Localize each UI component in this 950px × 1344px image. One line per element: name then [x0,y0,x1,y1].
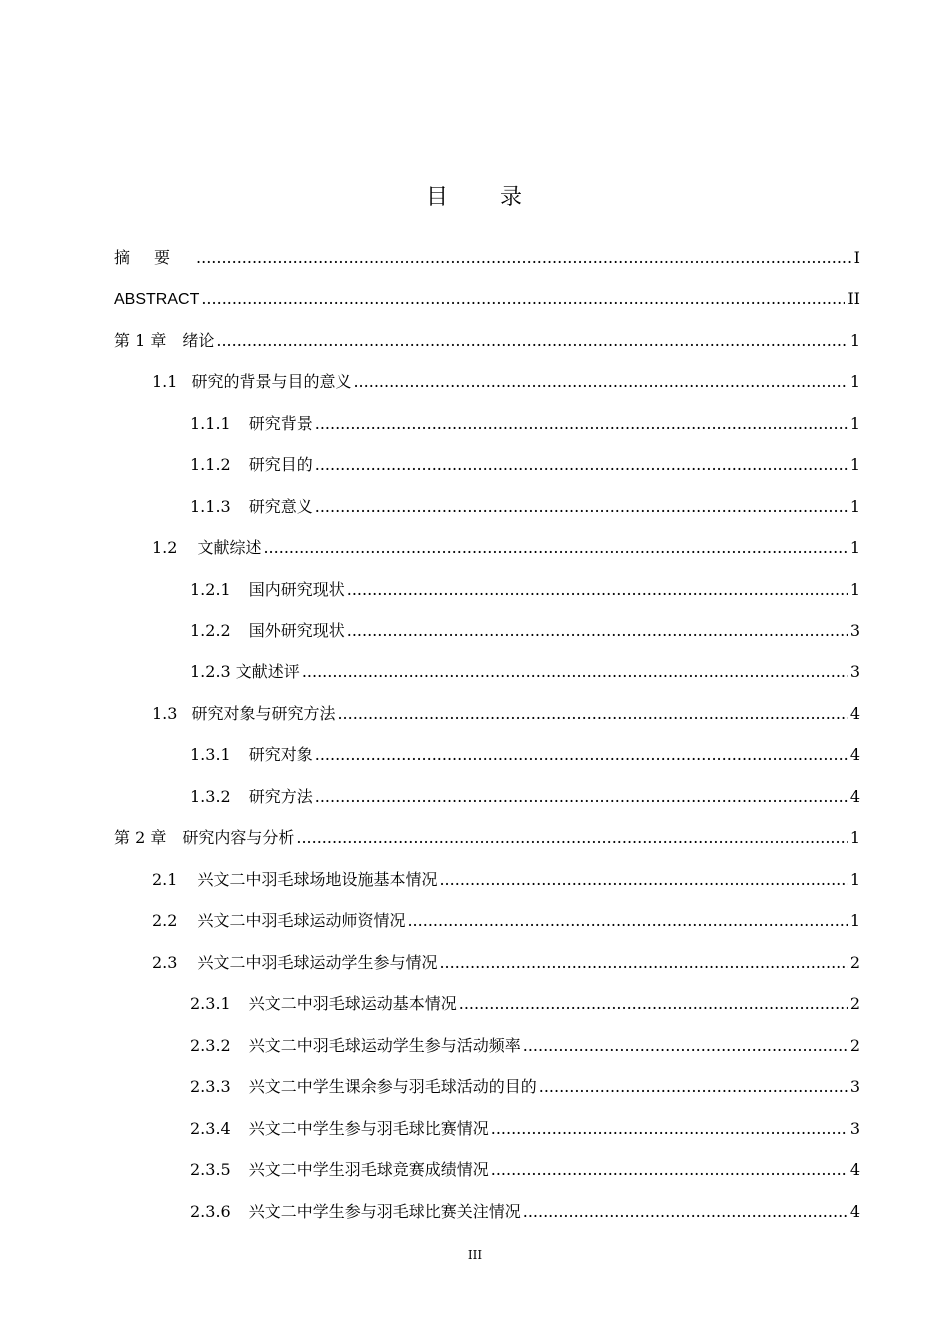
toc-entry-label: 研究背景 [248,414,313,433]
toc-entry-number: 1.1.1 [190,414,231,433]
toc-entry-label: 研究意义 [248,497,313,516]
page-title [0,180,950,211]
title-char-2: 录 [500,185,525,210]
toc-entry-number: 1.1 [152,372,178,391]
toc-entry-label: 研究目的 [248,455,313,474]
toc-entry-label: 文献综述 [197,538,262,557]
toc-entry-label: 研究内容与分析 [182,828,295,847]
toc-entry-label: 绪论 [182,331,215,350]
toc-entry-page: II [847,289,860,308]
toc-dot-leader [347,611,848,651]
toc-dot-leader [459,984,848,1024]
toc-entry-page: 2 [849,1036,860,1055]
toc-entry-2-1[interactable] [152,860,860,900]
toc-entry-page: 4 [849,1202,860,1221]
toc-entry-page: 1 [849,828,860,847]
toc-entry-page: 1 [849,538,860,557]
toc-dot-leader [315,735,848,775]
toc-entry-page: 3 [849,1119,860,1138]
toc-entry-page: 4 [849,704,860,723]
toc-dot-leader [439,860,847,900]
toc-entry-1-3-1[interactable] [190,735,860,775]
page-number-footer: III [467,1248,483,1262]
toc-entry-number: 1.1.2 [190,455,231,474]
toc-dot-leader [347,570,848,610]
toc-entry-1-2[interactable] [152,528,860,568]
toc-entry-label: 兴文二中学生参与羽毛球比赛情况 [248,1119,489,1138]
toc-dot-leader [315,404,848,444]
toc-entry-label: 1.2.3 文献述评 [190,662,300,681]
toc-entry-label: 兴文二中学生参与羽毛球比赛关注情况 [248,1202,521,1221]
toc-entry-label: 研究对象与研究方法 [191,704,336,723]
toc-entry-2-2[interactable] [152,901,860,941]
toc-entry-number: 1.2.1 [190,580,231,599]
toc-entry-page: 1 [849,870,860,889]
toc-entry-number: 2.3 [152,953,178,972]
toc-entry-number: 2.1 [152,870,178,889]
toc-dot-leader [491,1150,848,1190]
toc-entry-page: 4 [849,745,860,764]
toc-entry-label: 国内研究现状 [248,580,345,599]
toc-entry-2-3-3[interactable] [190,1067,860,1107]
toc-entry-page: 1 [849,331,860,350]
toc-entry-abstract-en[interactable] [114,279,860,319]
toc-entry-page: 3 [849,1077,860,1096]
toc-dot-leader [201,279,845,319]
toc-entry-chapter-2[interactable] [114,818,860,858]
toc-entry-page: 1 [849,580,860,599]
toc-entry-2-3-2[interactable] [190,1026,860,1066]
toc-dot-leader [353,362,847,402]
toc-entry-page: 3 [849,621,860,640]
toc-entry-label: ABSTRACT [114,291,200,308]
toc-entry-page: 4 [849,1160,860,1179]
toc-entry-label: 兴文二中羽毛球运动师资情况 [197,911,406,930]
toc-entry-1-1-2[interactable] [190,445,860,485]
toc-entry-label: 国外研究现状 [248,621,345,640]
toc-entry-1-2-1[interactable] [190,570,860,610]
toc-entry-number: 2.3.5 [190,1160,231,1179]
toc-entry-label: 研究方法 [248,787,313,806]
toc-entry-label: 兴文二中羽毛球运动基本情况 [248,994,457,1013]
toc-entry-2-3-6[interactable] [190,1192,860,1232]
toc-entry-page: 3 [849,662,860,681]
toc-entry-page: 2 [849,994,860,1013]
toc-entry-page: 1 [849,497,860,516]
toc-dot-leader [302,652,848,692]
toc-entry-2-3-1[interactable] [190,984,860,1024]
toc-dot-leader [539,1067,848,1107]
toc-entry-1-3-2[interactable] [190,777,860,817]
toc-dot-leader [315,777,848,817]
toc-dot-leader [439,943,847,983]
toc-entry-number: 2.3.1 [190,994,231,1013]
toc-entry-label: 兴文二中学生羽毛球竞赛成绩情况 [248,1160,489,1179]
toc-entry-chapter-1[interactable] [114,321,860,361]
toc-entry-number: 1.3 [152,704,178,723]
toc-entry-label: 研究的背景与目的意义 [191,372,352,391]
toc-entry-number: 1.2 [152,538,178,557]
toc-dot-leader [263,528,847,568]
toc-entry-number: 2.3.2 [190,1036,231,1055]
toc-dot-leader [196,238,852,278]
toc-entry-number: 1.3.1 [190,745,231,764]
toc-entry-label: 兴文二中羽毛球运动学生参与情况 [197,953,438,972]
toc-dot-leader [491,1109,848,1149]
toc-entry-label: 兴文二中羽毛球场地设施基本情况 [197,870,438,889]
toc-entry-page: 1 [849,911,860,930]
toc-entry-number: 1.2.2 [190,621,231,640]
toc-entry-1-3[interactable] [152,694,860,734]
toc-entry-label: 研究对象 [248,745,313,764]
toc-entry-number: 2.3.6 [190,1202,231,1221]
toc-entry-number: 1.3.2 [190,787,231,806]
toc-entry-number: 第 2 章 [114,828,167,847]
toc-entry-1-2-2[interactable] [190,611,860,651]
toc-entry-number: 2.3.3 [190,1077,231,1096]
toc-entry-number: 2.2 [152,911,178,930]
toc-entry-label: 兴文二中羽毛球运动学生参与活动频率 [248,1036,521,1055]
toc-entry-label: 摘要 [114,248,195,267]
toc-dot-leader [523,1026,848,1066]
toc-dot-leader [296,818,847,858]
toc-entry-number: 2.3.4 [190,1119,231,1138]
toc-entry-1-1-1[interactable] [190,404,860,444]
toc-dot-leader [337,694,847,734]
toc-entry-1-1-3[interactable] [190,487,860,527]
toc-entry-page: 4 [849,787,860,806]
toc-entry-number: 1.1.3 [190,497,231,516]
toc-entry-number: 第 1 章 [114,331,167,350]
toc-dot-leader [407,901,847,941]
toc-entry-abstract-cn[interactable] [114,238,860,278]
toc-entry-2-3-5[interactable] [190,1150,860,1190]
toc-entry-2-3-4[interactable] [190,1109,860,1149]
toc-entry-label: 兴文二中学生课余参与羽毛球活动的目的 [248,1077,537,1096]
toc-dot-leader [315,445,848,485]
toc-entry-page: 1 [849,414,860,433]
toc-entry-page: I [853,248,860,267]
toc-entry-page: 1 [849,455,860,474]
toc-entry-1-2-3[interactable] [190,652,860,692]
toc-dot-leader [523,1192,848,1232]
toc-entry-page: 1 [849,372,860,391]
toc-entry-2-3[interactable] [152,943,860,983]
title-char-1: 目 [425,185,450,210]
toc-dot-leader [315,487,848,527]
toc-dot-leader [216,321,847,361]
toc-entry-1-1[interactable] [152,362,860,402]
toc-entry-page: 2 [849,953,860,972]
